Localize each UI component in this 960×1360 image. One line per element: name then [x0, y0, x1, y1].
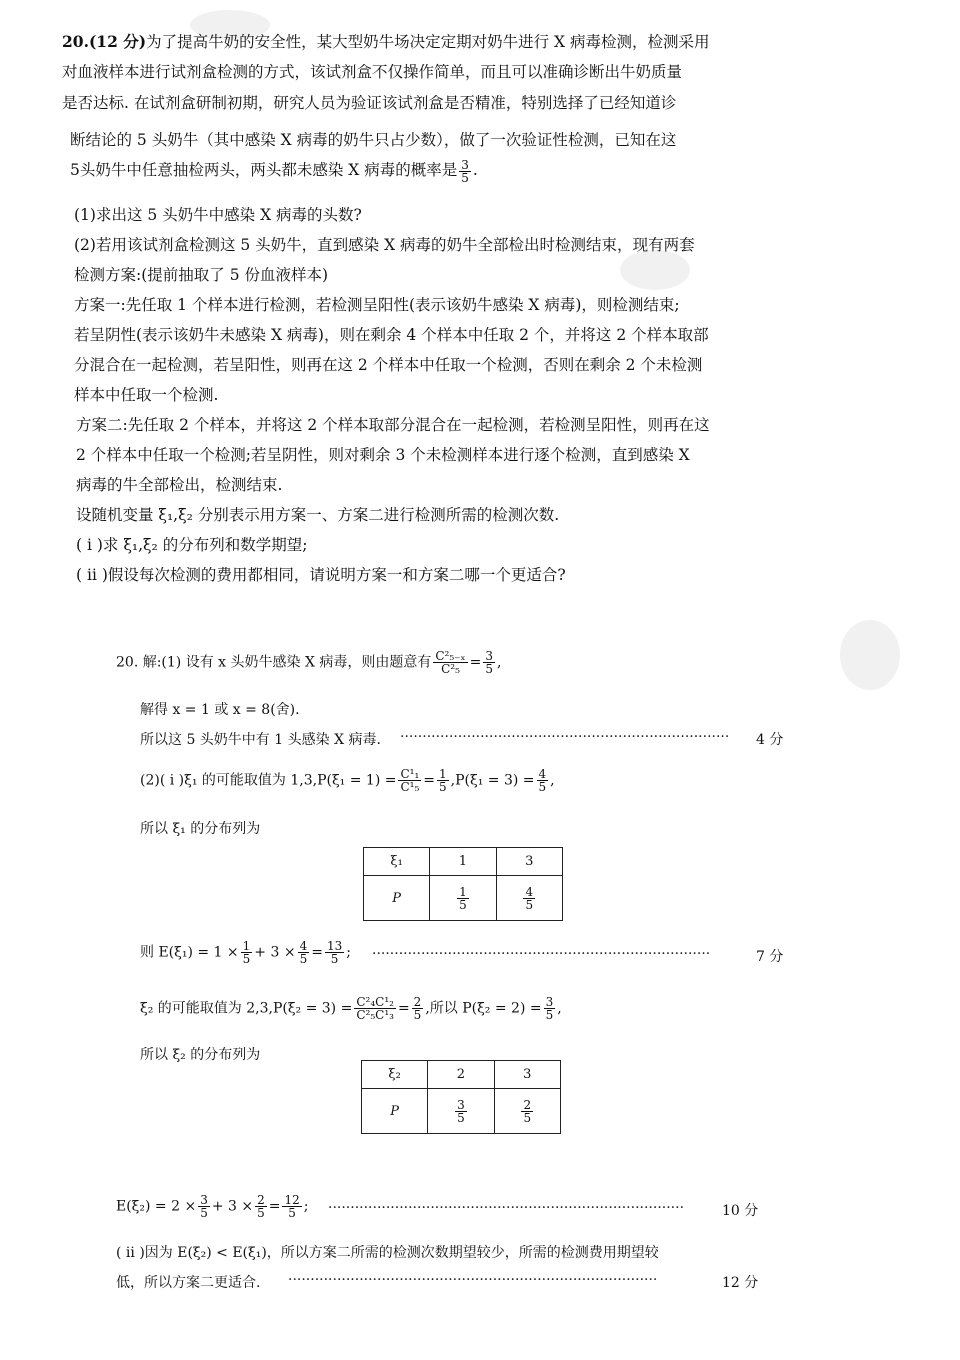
answer-line-2: 解得 x = 1 或 x = 8(舍).	[140, 702, 300, 718]
table-cell	[494, 1089, 560, 1134]
question-text: 为了提高牛奶的安全性，某大型奶牛场决定定期对奶牛进行 X 病毒检测，检测采用	[146, 33, 710, 51]
answer-text: =	[268, 1198, 281, 1215]
subquestion-i: ( ⅰ )求 ξ₁,ξ₂ 的分布列和数学期望;	[76, 536, 308, 554]
fraction	[398, 768, 421, 793]
points-label: 10 分	[722, 1203, 759, 1219]
fraction-denominator: 5	[545, 1008, 554, 1022]
scheme-1-line-2: 若呈阴性(表示该奶牛未感染 X 病毒)，则在剩余 4 个样本中任取 2 个，并将这 2 个样本取部	[74, 326, 709, 344]
part-2-line-1: (2)若用该试剂盒检测这 5 头奶牛，直到感染 X 病毒的奶牛全部检出时检测结束，现有两套	[74, 236, 695, 254]
answer-text: ;	[346, 944, 351, 961]
table-cell: 2	[428, 1061, 494, 1089]
fraction	[455, 1099, 467, 1124]
table-header	[362, 1089, 428, 1134]
fraction-denominator: 5	[459, 897, 467, 912]
answer-text: ,	[496, 654, 502, 671]
fraction	[523, 886, 535, 911]
points-label: 4 分	[756, 732, 784, 748]
random-variable-def: 设随机变量 ξ₁,ξ₂ 分别表示用方案一、方案二进行检测所需的检测次数.	[76, 506, 560, 524]
fraction	[483, 650, 495, 675]
fraction	[354, 996, 396, 1021]
fraction	[521, 1099, 533, 1124]
fraction-numerator: 13	[326, 939, 343, 953]
fraction-denominator: C²₅C¹₃	[356, 1008, 394, 1022]
fraction	[433, 650, 467, 675]
answer-line-11: 低，所以方案二更适合.	[116, 1275, 261, 1291]
fraction-denominator: C²₅	[441, 662, 460, 676]
fraction-denominator: 5	[299, 952, 308, 966]
fraction-denominator: 5	[200, 1206, 208, 1220]
answer-text: ,所以 P(ξ₂ = 2) =	[425, 1000, 542, 1017]
fraction-denominator: 5	[523, 1110, 532, 1125]
answer-line-9	[116, 1194, 308, 1219]
part-2-line-2: 检测方案:(提前抽取了 5 份血液样本)	[74, 266, 329, 284]
answer-text: ;	[303, 1198, 309, 1215]
fraction-denominator: 5	[288, 1206, 296, 1220]
table-cell	[428, 1089, 494, 1134]
part-1: (1)求出这 5 头奶牛中感染 X 病毒的头数?	[74, 206, 362, 224]
fraction-numerator: 3	[485, 649, 493, 663]
fraction-denominator: 5	[538, 780, 547, 794]
fraction-denominator: 5	[461, 170, 469, 185]
fraction-numerator: 1	[439, 767, 447, 781]
leader-dots: ···················································································	[288, 1272, 658, 1288]
leader-dots: ············································································	[372, 946, 711, 962]
fraction	[412, 996, 424, 1021]
fraction-numerator: 3	[545, 995, 554, 1009]
scheme-1-line-4: 样本中任取一个检测.	[74, 386, 219, 404]
fraction-denominator: 5	[439, 780, 447, 794]
answer-line-5: 所以 ξ₁ 的分布列为	[140, 821, 261, 837]
fraction	[241, 940, 253, 965]
fraction	[255, 1194, 267, 1219]
table-header: ξ₁	[364, 848, 430, 876]
answer-text: ,	[557, 1000, 562, 1017]
fraction	[298, 940, 310, 965]
table-label: P	[390, 1103, 399, 1119]
fraction-numerator: 2	[523, 1097, 532, 1112]
scheme-2-line-2: 2 个样本中任取一个检测;若呈阴性，则对剩余 3 个未检测样本进行逐个检测，直到感染 X	[76, 446, 690, 464]
answer-text: + 3 ×	[254, 944, 296, 961]
fraction-numerator: 3	[457, 1097, 465, 1112]
answer-line-1	[116, 650, 501, 675]
question-text: 5头奶牛中任意抽检两头，两头都未感染 X 病毒的概率是	[70, 161, 458, 179]
answer-line-7: ξ₂ 的可能取值为 2,3,P(ξ₂ = 3) = $\frac{\text{C²₄C¹₂}}{\text{C²₅C¹₃}}$ = $\frac{2}{5}$ ,所以 P(ξ₂ = 2) = $\frac{3}{5}$ ,	[140, 995, 562, 1022]
subquestion-ii: ( ⅱ )假设每次检测的费用都相同，请说明方案一和方案二哪一个更适合?	[76, 566, 566, 584]
fraction-numerator: 1	[242, 939, 251, 953]
question-number: 20.	[62, 32, 89, 51]
answer-line-3: 所以这 5 头奶牛中有 1 头感染 X 病毒.	[140, 732, 381, 748]
question-text: .	[472, 161, 478, 179]
table-cell	[430, 876, 496, 921]
table-cell: 3	[496, 848, 562, 876]
fraction-numerator: C²₄C¹₂	[356, 995, 394, 1009]
fraction	[437, 768, 449, 793]
question-line-4: 断结论的 5 头奶牛（其中感染 X 病毒的奶牛只占少数），做了一次验证性检测，已知在这	[70, 131, 677, 149]
fraction-numerator: 1	[459, 884, 467, 899]
fraction-numerator: 4	[299, 939, 308, 953]
question-line-3: 是否达标. 在试剂盒研制初期，研究人员为验证该试剂盒是否精准，特别选择了已经知道诊	[62, 94, 677, 112]
table-cell: 1	[430, 848, 496, 876]
fraction-numerator: 12	[284, 1193, 300, 1207]
question-line-2: 对血液样本进行试剂盒检测的方式，该试剂盒不仅操作简单，而且可以准确诊断出牛奶质量	[62, 63, 683, 81]
answer-line-4: (2)( ⅰ )ξ₁ 的可能取值为 1,3,P(ξ₁ = 1) = $\frac{\text{C¹₁}}{\text{C¹₅}}$ = $\frac{1}{5}$ ,P(ξ₁ = 3) = $\frac{4}{5}$ ,	[140, 767, 555, 794]
fraction-numerator: 4	[538, 767, 547, 781]
fraction-denominator: 5	[257, 1206, 265, 1220]
answer-text: =	[311, 944, 323, 961]
question-score: (12 分)	[88, 32, 147, 51]
fraction	[544, 996, 556, 1021]
answer-line-10: ( ⅱ )因为 E(ξ₂) < E(ξ₁)，所以方案二所需的检测次数期望较少，所需的检测费用期望较	[116, 1245, 659, 1261]
fraction-numerator: C¹₁	[400, 767, 420, 781]
answer-text: 20. 解:(1) 设有 x 头奶牛感染 X 病毒，则由题意有	[116, 654, 432, 671]
fraction-numerator: 3	[200, 1193, 208, 1207]
answer-text: + 3 ×	[211, 1198, 254, 1215]
answer-text: (2)( ⅰ )ξ₁ 的可能取值为 1,3,P(ξ₁ = 1) =	[140, 772, 397, 789]
fraction	[457, 886, 469, 911]
distribution-table-xi2	[361, 1060, 561, 1134]
table-header	[364, 876, 430, 921]
fraction-denominator: C¹₅	[400, 780, 420, 794]
answer-text: ,P(ξ₁ = 3) =	[450, 772, 535, 789]
answer-text: ,	[550, 772, 555, 789]
fraction	[198, 1194, 210, 1219]
fraction	[282, 1194, 301, 1219]
answer-text: ξ₂ 的可能取值为 2,3,P(ξ₂ = 3) =	[140, 1000, 353, 1017]
scheme-2-line-1: 方案二:先任取 2 个样本，并将这 2 个样本取部分混合在一起检测，若检测呈阳性，则再在这	[76, 416, 710, 434]
points-label: 12 分	[722, 1275, 759, 1291]
answer-line-8: 所以 ξ₂ 的分布列为	[140, 1047, 261, 1063]
fraction	[537, 768, 549, 793]
points-label: 7 分	[756, 949, 784, 965]
fraction-numerator: 4	[525, 884, 534, 899]
fraction-numerator: C²₅₋ₓ	[435, 649, 466, 663]
leader-dots: ··········································································	[400, 729, 730, 745]
fraction-denominator: 5	[457, 1110, 465, 1125]
fraction-numerator: 3	[461, 157, 469, 172]
table-cell	[496, 876, 562, 921]
fraction-denominator: 5	[242, 952, 251, 966]
table-label: P	[392, 890, 401, 906]
table-header: ξ₂	[362, 1061, 428, 1089]
answer-text: =	[469, 654, 482, 671]
scheme-2-line-3: 病毒的牛全部检出，检测结束.	[76, 476, 283, 494]
fraction-denominator: 5	[525, 897, 534, 912]
answer-text: 则 E(ξ₁) = 1 ×	[140, 944, 239, 961]
scheme-1-line-1: 方案一:先任取 1 个样本进行检测，若检测呈阳性(表示该奶牛感染 X 病毒)，则检测结束;	[74, 296, 680, 314]
fraction-denominator: 5	[330, 952, 339, 966]
fraction-denominator: 5	[485, 662, 493, 676]
answer-line-6	[140, 940, 351, 965]
fraction	[325, 940, 344, 965]
leader-dots: ················································································	[328, 1200, 685, 1216]
fraction-denominator: 5	[413, 1008, 422, 1022]
distribution-table-xi1	[363, 847, 563, 921]
fraction-numerator: 2	[257, 1193, 265, 1207]
table-cell: 3	[494, 1061, 560, 1089]
answer-text: E(ξ₂) = 2 ×	[116, 1198, 197, 1215]
scheme-1-line-3: 分混合在一起检测，若呈阳性，则再在这 2 个样本中任取一个检测，否则在剩余 2 个未检测	[74, 356, 703, 374]
fraction-numerator: 2	[413, 995, 422, 1009]
